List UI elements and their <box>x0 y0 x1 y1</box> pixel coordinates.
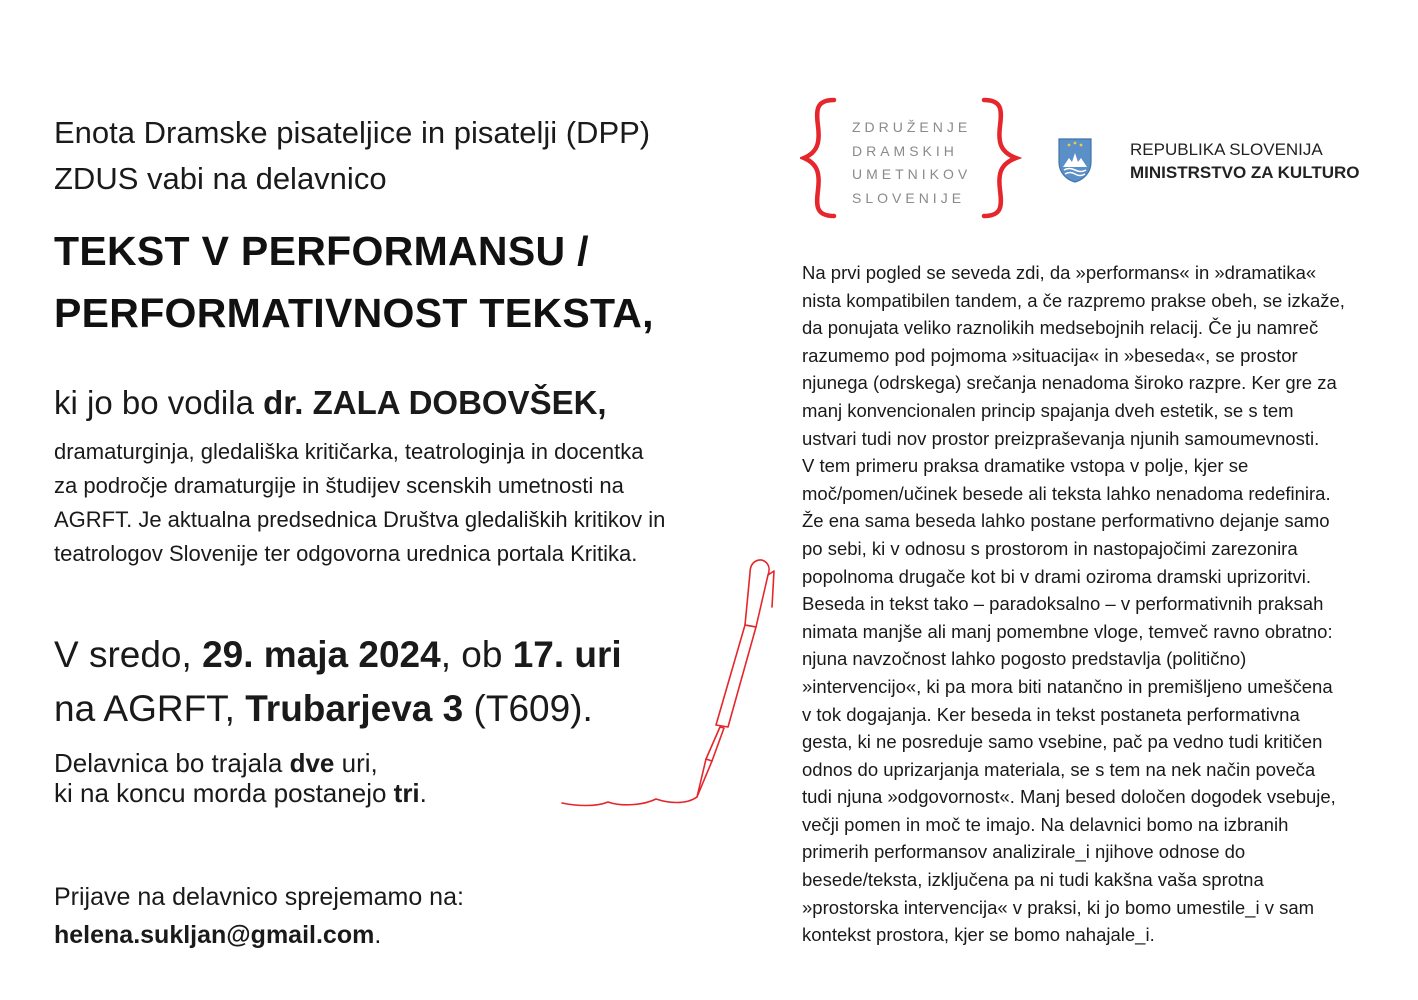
description-line: gesta, ki ne posreduje samo vsebine, pač pa vedno tudi kritičen <box>802 731 1323 753</box>
intro <box>54 110 650 202</box>
description-line: v tok dogajanja. Ker beseda in tekst postaneta performativna <box>802 703 1300 725</box>
description-line: ustvari tudi nov prostor preizpraševanja njunih samoumevnosti. <box>802 427 1320 449</box>
ministry-logo-text <box>1130 138 1359 184</box>
description-line: moč/pomen/učinek besede ali teksta lahko nenadoma redefinira. <box>802 482 1331 504</box>
registration-label: Prijave na delavnico sprejemamo na: <box>54 883 464 911</box>
duration <box>54 748 427 808</box>
slovenia-crest-icon <box>1056 136 1094 184</box>
date-mid: , ob <box>440 634 513 675</box>
date-location <box>54 628 622 736</box>
workshop-description <box>802 259 1392 949</box>
duration-hours: dve <box>289 748 335 778</box>
duration-text: . <box>419 778 427 808</box>
title-line-1: TEKST V PERFORMANSU / <box>54 228 589 274</box>
right-brace-icon <box>984 100 1016 216</box>
zdus-logo-text <box>852 116 971 210</box>
description-line: manj konvencionalen princip spajanja dveh estetik, se s tem <box>802 399 1294 421</box>
description-line: tudi njuna »odgovornost«. Manj besed določen dogodek vsebuje, <box>802 786 1336 808</box>
description-line: večji pomen in moč te imajo. Na delavnici bomo na izbranih <box>802 813 1289 835</box>
intro-line-1: Enota Dramske pisateljice in pisatelji (DPP) <box>54 115 651 150</box>
room: (T609). <box>463 688 593 729</box>
description-line: »intervencijo«, ki pa mora biti natančno in premišljeno umeščena <box>802 675 1333 697</box>
duration-line-2 <box>54 778 427 808</box>
zdus-line: UMETNIKOV <box>852 166 972 182</box>
workshop-title <box>54 220 654 344</box>
description-line: popolnoma drugače kot bi v drami oziroma dramski uprizoritvi. <box>802 565 1311 587</box>
leader-prefix: ki jo bo vodila <box>54 384 264 421</box>
location-line <box>54 682 622 736</box>
registration <box>54 878 464 954</box>
description-line: da ponujata veliko raznolikih medsebojnih relacij. Če ju namreč <box>802 317 1319 339</box>
description-line: njuna navzočnost lahko pogosto predstavlja (politično) <box>802 648 1247 670</box>
description-line: razumemo pod pojmoma »situacija« in »beseda«, se prostor <box>802 344 1298 366</box>
duration-extra-hours: tri <box>393 778 420 808</box>
left-brace-icon <box>804 100 834 216</box>
zdus-line: DRAMSKIH <box>852 142 958 159</box>
bio-line: teatrologov Slovenije ter odgovorna urednica portala Kritika. <box>54 541 638 566</box>
leader-bio <box>54 435 754 571</box>
ministry-line-2: MINISTRSTVO ZA KULTURO <box>1130 163 1360 182</box>
description-line: nista kompatibilen tandem, a če razpremo prakse obeh, se izkaže, <box>802 289 1345 311</box>
pen-illustration <box>560 555 790 815</box>
description-line: nimata manjše ali manj pomembne vloge, temveč ravno obratno: <box>802 620 1333 642</box>
description-line: Že ena sama beseda lahko postane performativno dejanje samo <box>802 510 1330 532</box>
description-line: po sebi, ki v odnosu s prostorom in nastopajočimi zarezonira <box>802 537 1298 559</box>
time: 17. uri <box>512 634 622 675</box>
title-line-2: PERFORMATIVNOST TEKSTA, <box>54 290 654 336</box>
description-line: Beseda in tekst tako – paradoksalno – v performativnih praksah <box>802 593 1324 615</box>
bio-line: za področje dramaturgije in študijev scenskih umetnosti na <box>54 473 624 498</box>
duration-text: Delavnica bo trajala <box>54 748 290 778</box>
intro-line-2: ZDUS vabi na delavnico <box>54 161 387 196</box>
description-line: V tem primeru praksa dramatike vstopa v polje, kjer se <box>802 455 1249 477</box>
place-prefix: na AGRFT, <box>54 688 246 729</box>
description-line: Na prvi pogled se seveda zdi, da »performans« in »dramatika« <box>802 262 1317 283</box>
date: 29. maja 2024 <box>202 634 441 675</box>
pen-icon <box>562 560 774 806</box>
place: Trubarjeva 3 <box>245 688 464 729</box>
registration-email[interactable]: helena.sukljan@gmail.com <box>54 921 375 949</box>
date-line <box>54 628 622 682</box>
description-line: »prostorska intervencija« v praksi, ki jo bomo umestile_i v sam <box>802 896 1315 918</box>
description-line: odnos do uprizarjanja materiala, se s tem na nek način poveča <box>802 758 1316 780</box>
description-line: primerih performansov analizirale_i njihove odnose do <box>802 841 1246 863</box>
zdus-line: ZDRUŽENJE <box>852 119 972 135</box>
zdus-line: SLOVENIJE <box>852 189 966 206</box>
duration-text: ki na koncu morda postanejo <box>54 778 394 808</box>
leader-name: dr. ZALA DOBOVŠEK, <box>263 384 607 421</box>
registration-email-line <box>54 916 464 954</box>
bio-line: dramaturginja, gledališka kritičarka, teatrologinja in docentka <box>54 439 644 464</box>
bio-line: AGRFT. Je aktualna predsednica Društva gledaliških kritikov in <box>54 507 666 532</box>
date-prefix: V sredo, <box>54 634 203 675</box>
description-line: besede/teksta, izključena pa ni tudi kakšna vaša sprotna <box>802 869 1264 891</box>
description-line: kontekst prostora, kjer se bomo nahajale_i. <box>802 924 1155 946</box>
duration-text: uri, <box>334 748 378 778</box>
duration-line-1 <box>54 748 427 778</box>
description-line: njunega (odrskega) srečanja nenadoma široko razpre. Ker gre za <box>802 372 1337 394</box>
ministry-line-1: REPUBLIKA SLOVENIJA <box>1130 140 1323 159</box>
leader-line <box>54 380 607 426</box>
email-suffix: . <box>374 921 382 949</box>
